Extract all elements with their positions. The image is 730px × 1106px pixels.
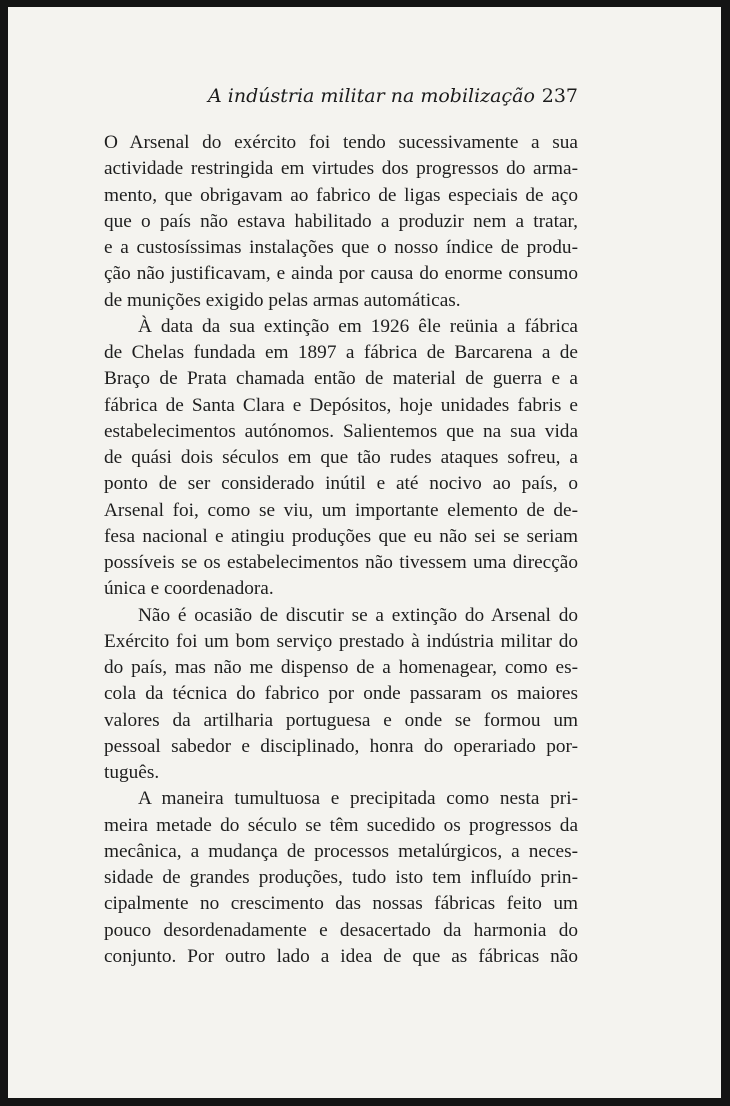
text-line: conjunto. Por outro lado a idea de que as fábricas não [104, 945, 578, 967]
text-line: sidade de grandes produções, tudo isto tem influído prin- [104, 867, 578, 888]
text-line: Arsenal foi, como se viu, um importante elemento de de- [104, 499, 578, 521]
text-line: de Chelas fundada em 1897 a fábrica de Barcarena a de [104, 342, 578, 363]
text-line: Exército foi um bom serviço prestado à indústria militar do [104, 630, 578, 652]
text-line: mecânica, a mudança de processos metalúrgicos, a neces- [104, 840, 578, 862]
text-line: e a custosíssimas instalações que o nosso índice de produ- [104, 237, 578, 258]
text-line: pessoal sabedor e disciplinado, honra do operariado por- [104, 735, 578, 757]
text-line: cipalmente no crescimento das nossas fábricas feito um [104, 893, 578, 915]
paragraph [104, 314, 578, 603]
text-line: de munições exigido pelas armas automáticas. [104, 289, 461, 311]
text-line: de quási dois séculos em que tão rudes ataques sofreu, a [104, 447, 578, 468]
text-line: estabelecimentos autónomos. Salientemos que na sua vida [104, 420, 578, 442]
text-line: meira metade do século se têm sucedido os progressos da [104, 814, 578, 836]
text-line: que o país não estava habilitado a produzir nem a tratar, [104, 210, 578, 232]
paragraph [104, 130, 578, 314]
text-line: À data da sua extinção em 1926 êle reünia a fábrica [138, 315, 578, 337]
text-line: fesa nacional e atingiu produções que eu não sei se seriam [104, 525, 578, 547]
text-line: fábrica de Santa Clara e Depósitos, hoje unidades fabris e [104, 394, 578, 416]
paragraph [104, 603, 578, 787]
running-head [104, 85, 578, 115]
text-line: mento, que obrigavam ao fabrico de ligas especiais de aço [104, 184, 578, 206]
text-line: actividade restringida em virtudes dos progressos do arma- [104, 158, 578, 180]
text-line: cola da técnica do fabrico por onde passaram os maiores [104, 683, 578, 705]
text-line: pouco desordenadamente e desacertado da harmonia do [104, 919, 578, 941]
text-line: valores da artilharia portuguesa e onde se formou um [104, 709, 578, 731]
chapter-title: A indústria militar na mobilização [208, 85, 535, 107]
text-line: ponto de ser considerado inútil e até nocivo ao país, o [104, 473, 578, 495]
text-line: possíveis se os estabelecimentos não tivessem uma direcção [104, 552, 578, 573]
paragraph [104, 786, 578, 970]
text-line: tuguês. [104, 762, 160, 783]
text-line: Não é ocasião de discutir se a extinção do Arsenal do [138, 604, 578, 626]
text-line: A maneira tumultuosa e precipitada como nesta pri- [138, 788, 578, 810]
text-line: Braço de Prata chamada então de material de guerra e a [104, 368, 578, 390]
text-line: única e coordenadora. [104, 578, 274, 600]
page-number: 237 [541, 85, 578, 107]
text-line: do país, mas não me dispenso de a homenagear, como es- [104, 657, 578, 678]
text-line: O Arsenal do exército foi tendo sucessivamente a sua [104, 132, 578, 153]
text-line: ção não justificavam, e ainda por causa do enorme consumo [104, 263, 578, 285]
body-text [104, 130, 578, 970]
